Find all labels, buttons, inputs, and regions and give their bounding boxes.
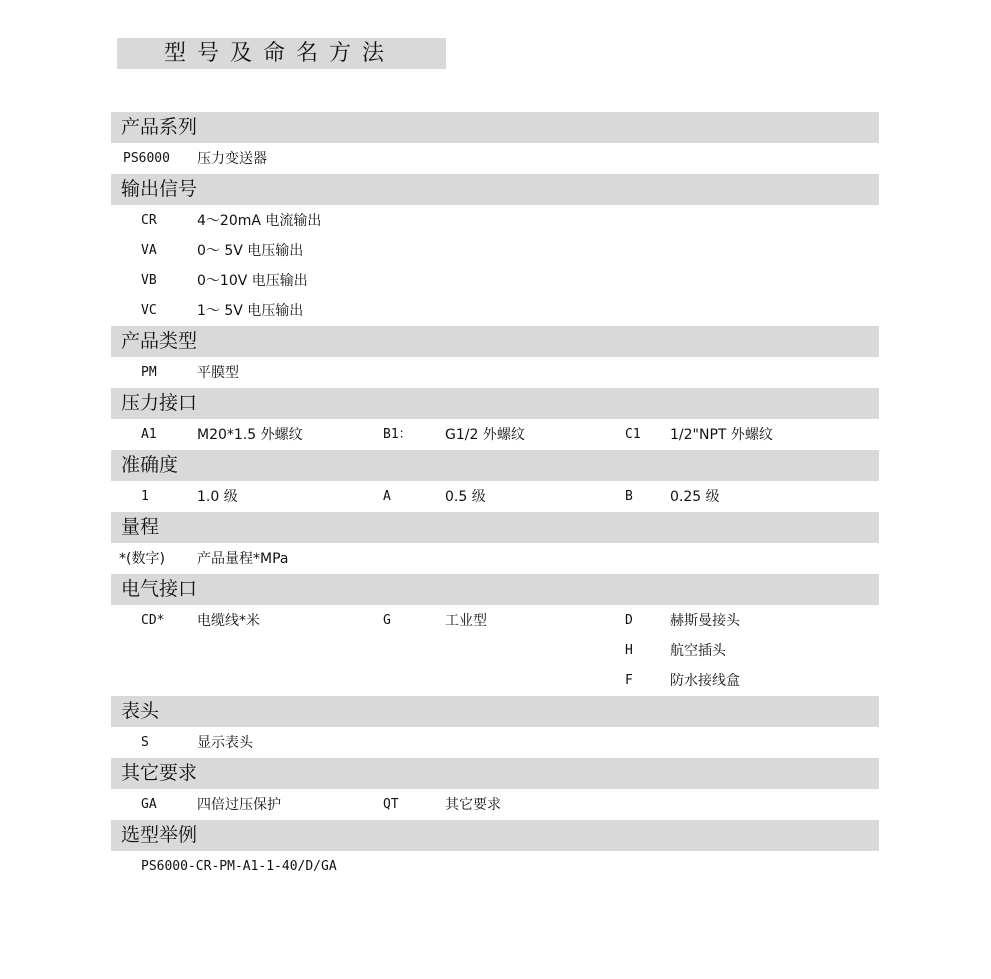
- option-code: PS6000: [123, 151, 170, 166]
- option-description: 0～10V 电压输出: [197, 273, 308, 289]
- option-code: VA: [141, 243, 157, 258]
- option-code: H: [625, 643, 633, 658]
- option-description: 1.0 级: [197, 489, 238, 505]
- option-description: 0.25 级: [670, 489, 720, 505]
- option-description: 四倍过压保护: [197, 797, 281, 813]
- section-header-other-requirements: 其它要求: [111, 758, 879, 789]
- section-header-selection-example: 选型举例: [111, 820, 879, 851]
- option-code: D: [625, 613, 633, 628]
- option-code: F: [625, 673, 633, 688]
- table-row: [111, 296, 879, 326]
- section-header-pressure-port: 压力接口: [111, 388, 879, 419]
- option-description: 0～ 5V 电压输出: [197, 243, 304, 259]
- section-header-display-head: 表头: [111, 696, 879, 727]
- option-description: 工业型: [445, 613, 487, 629]
- option-description: 压力变送器: [197, 151, 267, 167]
- option-code: B1：: [383, 427, 412, 442]
- section-header-accuracy: 准确度: [111, 450, 879, 481]
- option-description: 4～20mA 电流输出: [197, 213, 322, 229]
- option-description: 平膜型: [197, 365, 239, 381]
- table-row: [111, 236, 879, 266]
- option-code: GA: [141, 797, 157, 812]
- option-code: S: [141, 735, 149, 750]
- option-description: 1/2"NPT 外螺纹: [670, 427, 773, 443]
- option-description: M20*1.5 外螺纹: [197, 427, 303, 443]
- table-row: [111, 636, 879, 666]
- table-row: [111, 666, 879, 696]
- option-description: 防水接线盒: [670, 673, 740, 689]
- table-row: [111, 144, 879, 174]
- page-title: 型号及命名方法: [117, 38, 446, 69]
- table-row: [111, 482, 879, 512]
- option-code: PM: [141, 365, 157, 380]
- option-description: 其它要求: [445, 797, 501, 813]
- section-header-product-series: 产品系列: [111, 112, 879, 143]
- table-row: [111, 420, 879, 450]
- option-code: PS6000-CR-PM-A1-1-40/D/GA: [141, 859, 337, 874]
- option-code: VC: [141, 303, 157, 318]
- option-code: C1: [625, 427, 641, 442]
- option-description: 显示表头: [197, 735, 253, 751]
- option-code: A1: [141, 427, 157, 442]
- option-description: 0.5 级: [445, 489, 486, 505]
- spec-table: [111, 112, 879, 882]
- option-code: 1: [141, 489, 149, 504]
- option-code: VB: [141, 273, 157, 288]
- option-code: CD*: [141, 613, 165, 628]
- option-code: G: [383, 613, 391, 628]
- table-row: [111, 358, 879, 388]
- option-code: B: [625, 489, 633, 504]
- option-code: QT: [383, 797, 399, 812]
- table-row: [111, 790, 879, 820]
- section-header-electrical-connection: 电气接口: [111, 574, 879, 605]
- option-description: 1～ 5V 电压输出: [197, 303, 304, 319]
- option-code: CR: [141, 213, 157, 228]
- option-description: 电缆线*米: [197, 613, 260, 629]
- option-description: 赫斯曼接头: [670, 613, 740, 629]
- option-description: 产品量程*MPa: [197, 551, 289, 567]
- section-header-range: 量程: [111, 512, 879, 543]
- option-code: A: [383, 489, 391, 504]
- table-row: [111, 266, 879, 296]
- table-row: [111, 206, 879, 236]
- section-header-output-signal: 输出信号: [111, 174, 879, 205]
- option-code: *(数字): [119, 551, 165, 567]
- table-row: [111, 606, 879, 636]
- table-row: [111, 728, 879, 758]
- option-description: 航空插头: [670, 643, 726, 659]
- option-description: G1/2 外螺纹: [445, 427, 525, 443]
- table-row: [111, 852, 879, 882]
- section-header-product-type: 产品类型: [111, 326, 879, 357]
- table-row: [111, 544, 879, 574]
